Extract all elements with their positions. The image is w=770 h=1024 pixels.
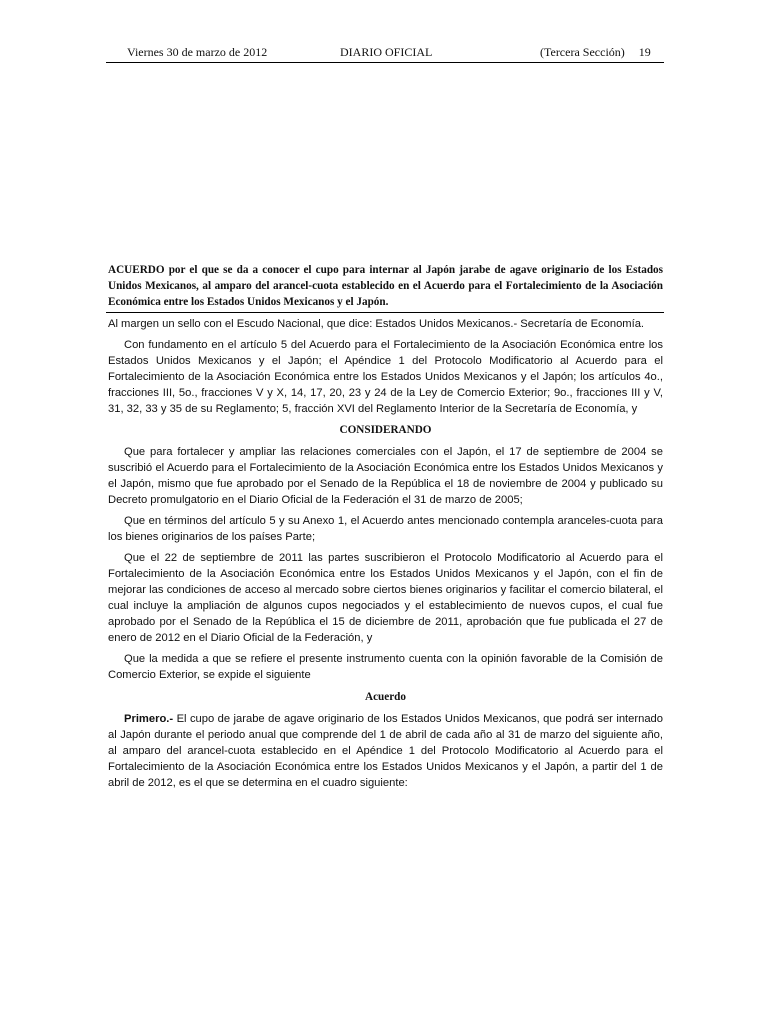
seal-note: Al margen un sello con el Escudo Nacional, que dice: Estados Unidos Mexicanos.- Secretaría de Economía. [108, 318, 645, 330]
acuerdo-heading: Acuerdo [364, 691, 406, 703]
fundamento-paragraph: Con fundamento en el artículo 5 del Acuerdo para el Fortalecimiento de la Asociación Económica entre los Estados Unidos Mexicanos y el Japón; el Apéndice 1 del Protocolo Modificatorio al Acuerdo para el Fortalecimiento de la Asociación Económica entre los Estados Unidos Mexicanos y el Japón; los artículos 4o., fracciones III, 5o., fracciones V y X, 14, 17, 20, 23 y 24 de la Ley de Comercio Exterior; 9o., fracciones III y V, 31, 32, 33 y 35 de su Reglamento; 5, fracción XVI del Reglamento Interior de la Secretaría de Economía, y [108, 339, 663, 415]
primero-label: Primero.- [124, 713, 174, 725]
header-page-number: 19 [638, 45, 651, 59]
header-section-label: (Tercera Sección) [540, 45, 625, 59]
primero-paragraph [108, 711, 663, 791]
header-date: Viernes 30 de marzo de 2012 [127, 45, 268, 59]
considerando-paragraph: Que la medida a que se refiere el presente instrumento cuenta con la opinión favorable de la Comisión de Comercio Exterior, se expide el siguiente [108, 653, 663, 681]
considerando-heading: CONSIDERANDO [339, 424, 432, 436]
primero-text: El cupo de jarabe de agave originario de los Estados Unidos Mexicanos, que podrá ser internado al Japón durante el periodo anual que comprende del 1 de abril de cada año al 31 de marzo del siguiente año, al amparo del arancel-cuota establecido en el Apéndice 1 del Protocolo Modificatorio al Acuerdo para el Fortalecimiento de la Asociación Económica entre los Estados Unidos Mexicanos y el Japón, a partir del 1 de abril de 2012, es el que se determina en el cuadro siguiente: [108, 713, 663, 789]
considerando-paragraph: Que el 22 de septiembre de 2011 las partes suscribieron el Protocolo Modificatorio al Acuerdo para el Fortalecimiento de la Asociación Económica entre los Estados Unidos Mexicanos y el Japón, con el fin de mejorar las condiciones de acceso al mercado sobre ciertos bienes originarios y facilitar el comercio bilateral, el cual incluye la ampliación de algunos cupos negociados y el establecimiento de nuevos cupos, el cual fue aprobado por el Senado de la República el 15 de diciembre de 2011, aprobación que fue publicada el 27 de enero de 2012 en el Diario Oficial de la Federación, y [108, 552, 663, 644]
header-rule [106, 62, 664, 63]
considerando-paragraph: Que para fortalecer y ampliar las relaciones comerciales con el Japón, el 17 de septiembre de 2004 se suscribió el Acuerdo para el Fortalecimiento de la Asociación Económica entre los Estados Unidos Mexicanos y el Japón, mismo que fue aprobado por el Senado de la República el 18 de noviembre de 2004 y publicado su Decreto promulgatorio en el Diario Oficial de la Federación el 31 de marzo de 2005; [108, 446, 663, 506]
header-section [540, 45, 651, 59]
considerando-paragraph: Que en términos del artículo 5 y su Anexo 1, el Acuerdo antes mencionado contempla aranceles-cuota para los bienes originarios de los países Parte; [108, 515, 663, 543]
document-title: ACUERDO por el que se da a conocer el cupo para internar al Japón jarabe de agave originario de los Estados Unidos Mexicanos, al amparo del arancel-cuota establecido en el Acuerdo para el Fortalecimiento de la Asociación Económica entre los Estados Unidos Mexicanos y el Japón. [108, 264, 663, 308]
header-publication: DIARIO OFICIAL [340, 45, 433, 59]
document-body [108, 316, 663, 796]
title-rule [106, 312, 664, 313]
